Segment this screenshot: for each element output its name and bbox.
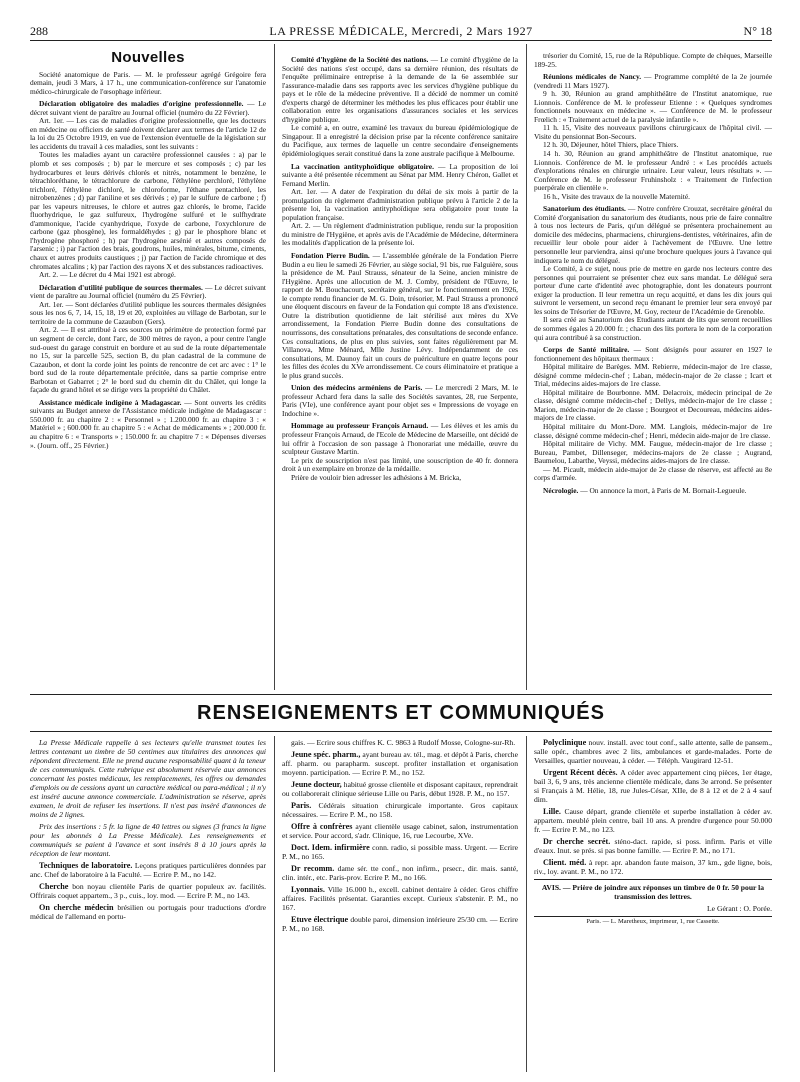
news-paragraph — [534, 423, 772, 440]
news-text: Hôpital militaire de Barèges. MM. Rebierre, médecin-major de 1re classe, désigné comme médecin-chef ; Laban, médecin-major de 2e classe ; Icart et Trial, médecins aides-majors de 1re classe. — [534, 362, 772, 389]
news-paragraph — [282, 252, 518, 380]
nouvelles-column-1 — [30, 44, 266, 689]
classified-ad — [30, 861, 266, 879]
news-text: — La proposition de loi suivante a été présentée récemment au Sénat par MM. Henry Chéron, Gallet et Fernand Merlin. — [282, 161, 518, 188]
news-paragraph — [30, 399, 266, 450]
news-paragraph — [30, 326, 266, 394]
section-rule — [30, 694, 772, 695]
ad-text: brésilien ou portugais pour traductions d'ordre médical de l'allemand en portu- — [30, 903, 266, 921]
news-paragraph — [282, 124, 518, 158]
news-text: — Le mercredi 2 Mars, M. le professeur Achard fera dans la salle des Sociétés savantes, 28, rue Serpente, Paris (VIe), une conférence ayant pour objet ses « Impressions de voyage en Indochine ». — [282, 383, 518, 418]
news-heading: Déclaration obligatoire des maladies d'origine professionnelle. — [39, 99, 248, 109]
classified-ad — [282, 915, 518, 933]
section-title-renseignements: RENSEIGNEMENTS ET COMMUNIQUÉS — [197, 702, 605, 724]
news-paragraph — [534, 124, 772, 141]
ad-text: ayant clientèle usage cabinet, salon, instrumentation et service. Pour accord, s'adr. Clinique, 16, rue Lecourbe, XVe. — [282, 822, 518, 840]
news-text: Hôpital militaire de Vichy. MM. Faugue, médecin-major de 1re classe ; Bureau, Pambet, Dillenseger, médecins-majors de 2e classe ; Augrand, Baumelou, Labarthe, Veyssi, médecins aides-majors de 1re classe. — [534, 439, 772, 466]
news-heading: Nécrologie. — [543, 485, 581, 495]
nouvelles-column-2 — [282, 52, 518, 689]
ad-text: Cédérais situation chirurgicale importante. Gros capitaux nécessaires. — Ecrire P. M., no 158. — [282, 801, 518, 819]
ad-text: double paroi, dimension intérieure 25/30 cm. — Ecrire P. M., no 168. — [282, 915, 518, 933]
news-text: — Notre confrère Crouzat, secrétaire général du Comité d'organisation du sanatorium des étudiants, nous prie de faire connaître à tous nos lecteurs de Paris, qu'un délégué se présentera prochainement au domicile des médecins, pharmaciens, chirurgiens-dentistes, vétérinaires, afin de recueillir leur obole pour aider à l'achèvement de l'Œuvre. Une lettre personnelle leur parviendra, ainsi qu'une brochure quelques jours à l'avance qui indiquera le nom du délégué. — [534, 204, 772, 265]
news-text: trésorier du Comité, 15, rue de la République. Compte de chèques, Marseille 189-25. — [534, 52, 772, 69]
column-divider — [274, 736, 275, 1072]
news-text: Le prix de souscription n'est pas limité, une souscription de 40 fr. donnera droit à un exemplaire en bronze de la médaille. — [282, 455, 518, 474]
news-text: — Sont ouverts les crédits suivants au Budget annexe de l'Assistance médicale indigène de Madagascar : 550.000 fr. au chapitre 2 : « Personnel » ; 1.200.000 fr. au chapitre 3 : « Matériel » ; 600.000 fr. au chapitre 5 : « Achat de médicaments » ; 200.000 fr. au chapitre 6 : « Transports » ; 150.000 fr. au chapitre 7 : « Dépenses diverses ». (Journ. off., 25 Février.) — [30, 397, 266, 450]
ad-text: dame sér. tte conf., non infirm., prsecr., dir. mais. santé, clin. intér., etc. Paris-prov. Ecrire P. M., no 166. — [282, 864, 518, 882]
issue-number: N° 18 — [743, 24, 772, 38]
ad-lead: Lille. — [543, 807, 565, 816]
news-text: Société anatomique de Paris. — M. le professeur agrégé Grégoire fera demain, jeudi 3 Mars, à 17 h., une communication-conférence sur l'anatomie médico-chirurgicale de l'œsophage inférieur. — [30, 69, 266, 96]
news-text: Il sera créé au Sanatorium des Etudiants autant de lits que seront recueillies de sommes égales à 20.000 fr. ; chacun des lits portera le nom de la corporation qui aura contribué à sa construction. — [534, 315, 772, 342]
ad-lead: Techniques de laboratoire. — [39, 861, 135, 870]
news-heading: Déclaration d'utilité publique de sources thermales. — [39, 282, 205, 292]
news-text: — L'assemblée générale de la Fondation Pierre Budin a eu lieu le samedi 26 Février, au siège social, 91 bis, rue Falguière, sous la présidence de M. Paul Strauss, sénateur de la Seine, ancien ministre de l'Hygiène. Après une allocution de M. J. Comby, président de l'Œuvre, le rapport de M. Bouchacourt, secrétaire général, sur le fonctionnement en 1926, le compte rendu financier de M. G. Doin, trésorier, M. Paul Strauss a prononcé une éloquent discours en faveur de la Fondation qui compte 18 ans d'existence. Outre la distribution quotidienne de lait stérilisé aux mères du XVe arrondissement, la Fondation Pierre Budin donne des consultations de nourrissons, des consultations prénatales, des consultations de seconde enfance. Ces consultations, de plus en plus suivies, sont faites régulièrement par M. Villanova, Mme Ménard, Mlle Justine Lévy. Indépendamment de ces consultations, M. Daunoy fait un cours de puériculture en quatre leçons pour les filles des écoles du XVe arrondissement. Ce cours éliminatoire et pratique a le plus grand succès. — [282, 251, 518, 380]
notice-prices: Prix des insertions : 5 fr. la ligne de 40 lettres ou signes (3 francs la ligne pour les abonnés à La Presse Médicale). Les renseignements et communiqués se paient à l'avance et sont insérés 8 à 10 jours après la réception de leur montant. — [30, 822, 266, 858]
page-number: 288 — [30, 24, 48, 38]
news-paragraph — [534, 52, 772, 69]
news-paragraph — [534, 150, 772, 193]
nouvelles-column-3 — [534, 52, 772, 689]
news-text: — Le décret suivant vient de paraître au Journal officiel (numéro du 22 Février). — [30, 99, 266, 117]
news-text: — On annonce la mort, à Paris de M. Bornait-Legueule. — [580, 485, 747, 495]
renseignements-column-3 — [534, 738, 772, 1072]
news-paragraph — [282, 384, 518, 418]
news-heading: Fondation Pierre Budin. — [291, 251, 373, 261]
classified-ad — [534, 738, 772, 765]
news-heading: Corps de Santé militaire. — [543, 345, 634, 355]
ad-lead: Etuve électrique — [291, 915, 351, 924]
ad-lead: Urgent Récent décès. — [543, 768, 621, 777]
news-text: — M. Picault, médecin aide-major de 2e classe de réserve, est affecté au 8e corps d'armée. — [534, 464, 772, 483]
renseignements-column-1 — [30, 738, 266, 1072]
classified-ad — [282, 750, 518, 777]
news-heading: Réunions médicales de Nancy. — [543, 72, 645, 82]
news-paragraph — [534, 265, 772, 316]
page-header — [30, 22, 772, 41]
news-heading: Sanatorium des étudiants. — [543, 204, 628, 214]
ad-text: Ville 16.000 h., excell. cabinet dentaire à céder. Gros chiffre affaires. Facilités présentat. Garanties except. Curieux s'abstenir. P. M., no 167. — [282, 885, 518, 912]
column-divider — [526, 736, 527, 1072]
ad-text: conn. radio, si possible mass. Urgent. — Ecrire P. M., no 165. — [282, 843, 518, 861]
classified-ad — [534, 837, 772, 855]
news-paragraph — [30, 117, 266, 151]
news-paragraph — [534, 73, 772, 90]
ad-text: habitué grosse clientèle et disposant capitaux, reprendrait ou collaborerait clinique sérieuse Lille ou Paris, début 1928. P. M., no 157. — [282, 780, 518, 798]
ad-text: nouv. install. avec tout conf., salle attente, salle de pansem., salle opér., chambres avec 2 lits, ambulances et garde-malades. Porte de Versailles, quartier nouveau, à céder. — Téléph. Vaugirard 12-51. — [534, 738, 772, 765]
news-heading: Union des médecins arméniens de Paris. — [291, 383, 426, 393]
news-paragraph — [30, 151, 266, 271]
news-paragraph — [534, 193, 772, 202]
ad-text: Leçons pratiques particulières données par anc. Chef de laboratoire à la Faculté. — Ecrire P. M., no 142. — [30, 861, 266, 879]
news-paragraph — [534, 466, 772, 483]
ad-lead: Jeune docteur, — [291, 780, 344, 789]
ad-lead: Dr cherche secrét. — [543, 837, 615, 846]
ad-text: Cause départ, grande clientèle et superbe installation à céder av. appartem. meublé plein centre, bail 10 ans. A prendre d'urgence pour 50.000 fr. — Ecrire P. M., no 123. — [534, 807, 772, 834]
renseignements-column-2 — [282, 738, 518, 1072]
journal-title: LA PRESSE MÉDICALE, Mercredi, 2 Mars 1927 — [269, 24, 533, 38]
avis-notice: AVIS. — Prière de joindre aux réponses un timbre de 0 fr. 50 pour la transmission des lettres. — [534, 879, 772, 901]
news-paragraph — [534, 205, 772, 265]
news-paragraph — [534, 389, 772, 423]
news-text: 16 h., Visite des travaux de la nouvelle Maternité. — [543, 191, 690, 201]
classified-ad — [534, 807, 772, 834]
news-paragraph — [534, 90, 772, 124]
news-text: Le Comité, à ce sujet, nous prie de mettre en garde nos lecteurs contre des personnes qui pourraient se présenter chez eux sans mandat. Le délégué sera porteur d'une carte d'identité avec photographie, dont les donateurs pourront exiger la production. Il leur remettra un reçu acquitté, et dans les dix jours qui suivront le versement, un second reçu émanant le premier leur sera envoyé par les soins de Trésorier de l'Œuvre, M. Goy, recteur de l'Académie de Grenoble. — [534, 264, 772, 316]
news-text: Hôpital militaire du Mont-Dore. MM. Langlois, médecin-major de 1re classe, désigné comme médecin-chef ; Henri, médecin aide-major de 1re classe. — [534, 421, 772, 440]
news-paragraph — [282, 188, 518, 222]
news-paragraph — [534, 316, 772, 342]
news-paragraph — [282, 56, 518, 124]
news-heading: Assistance médicale indigène à Madagascar. — [39, 397, 185, 407]
news-paragraph — [534, 363, 772, 389]
classified-ad — [534, 768, 772, 804]
ad-lead: Client. méd. — [543, 858, 590, 867]
notice-text: La Presse Médicale rappelle à ses lecteurs qu'elle transmet toutes les lettres contenant un timbre de 50 centimes aux titulaires des annonces qui répondent directement. Elle ne prend aucune responsabilité quant à la teneur de ces communiqués. Cette rubrique est absolument réservée aux annonces concernant les postes médicaux, les remplacements, les offres ou demandes d'emplois ou de cessions ayant un caractère médical ou para-médical ; il n'y est inséré aucune annonce commerciale. L'administration se réserve, après examen, le droit de refuser les insertions. Il n'est pas inséré d'annonces de moins de 2 lignes. — [30, 738, 266, 819]
classified-ad — [282, 780, 518, 798]
news-paragraph — [534, 346, 772, 363]
classified-ad — [282, 738, 518, 747]
news-paragraph — [534, 440, 772, 466]
news-paragraph — [534, 487, 772, 496]
ad-lead: Paris. — [291, 801, 319, 810]
news-paragraph — [30, 284, 266, 301]
column-divider — [274, 44, 275, 690]
ad-lead: Offre à confrères — [291, 822, 356, 831]
news-text: — Le décret suivant vient de paraître au Journal officiel (numéro du 25 Février). — [30, 282, 266, 301]
news-text: — Les élèves et les amis du professeur François Arnaud, de l'Ecole de Médecine de Marseille, ont décidé de lui offrir à l'occasion de son passage à l'honorariat une médaille, œuvre du sculpteur Gustave Martin. — [282, 421, 518, 457]
ad-lead: On cherche médecin — [39, 903, 118, 912]
news-paragraph — [282, 474, 518, 483]
ad-text: bon noyau clientèle Paris de quartier populeux av. facilités. Offrirais coquet appartem., 3 p., cuis., loy. mod. — Ecrire P. M., no 143. — [30, 882, 266, 900]
news-text: Toutes les maladies ayant un caractère professionnel causées : a) par le plomb et ses composés ; b) par le mercure et ses composés ; c) par les hydrocarbures et leurs dérivés chlorés et nitrés, notamment le benzène, le tétrachloréthane, le tétrachlorure de carbone, l'éthylène perchloré, l'éthylène trichloré, l'éthylène dichloré, le chloroforme, l'éthane pentachloré, les nitrobenzènes ; d) par l'aniline et ses dérivés ; e) par le sulfure de carbone ; f) par les vapeurs nitreuses, le chlore et autres gaz chlorés, le brome, l'acide fluorhydrique, le gaz sulfureux, l'hydrogène sulfuré et le sulfhydrate d'ammonique, l'acide cyanhydrique, l'oxyde de carbone, l'oxychlorure de carbone (gaz phosgène), les formaldéhydes ; g) par le phosphore blanc et l'hydrogène phosphoré ; h) par l'hydrogène arsénié et autres composés de l'arsenic ; i) par l'action des brais, goudrons, huiles, minérales, bitume, ciments, chaux et autres produits caustiques ; j) par l'action de l'acide chromique et des chromates alcalins ; k) par l'action des rayons X et des substances radioactives. — [30, 150, 266, 271]
classified-ad — [30, 882, 266, 900]
news-paragraph — [30, 301, 266, 327]
classified-ad — [282, 843, 518, 861]
news-heading: La vaccination antityphoïdique obligatoire. — [291, 161, 439, 171]
news-paragraph — [282, 457, 518, 474]
ad-text: A céder avec appartement cinq pièces, 1er étage, bail 3, 6, 9 ans, très ancienne clientèle médicale, dans 3e arrond. Se présenter si Français à M. Hélie, 18, rue Jules-César, XIIe, de 8 à 12 et de 2 à 4 sauf dim. — [534, 768, 772, 804]
news-text: Le comité a, en outre, examiné les travaux du bureau épidémiologique de Singapour. Il a enregistré la décision prise par la récente conférence sanitaire du Pacifique, aux termes de laquelle un centre secondaire d'enseignements épidémiologiques serait constitué dans la zone australe pacifique à Melbourne. — [282, 123, 518, 159]
news-text: — Le comité d'hygiène de la Société des nations s'est occupé, dans sa dernière réunion, des résultats de l'enquête préliminaire entreprise à la demande de la 6e assemblée sur l'assurance-maladie dans ses rapports avec les services d'hygiène publique du pays et le rôle de la médecine préventive. Il a décidé de nommer un comité d'experts chargé de déterminer les méthodes les plus efficaces pour établir une collaboration entre les organisations d'assurances sociales et les services d'hygiène publique. — [282, 55, 518, 124]
news-text: — Sont désignés pour assurer en 1927 le fonctionnement des hôpitaux thermaux : — [534, 345, 772, 363]
imprint-line: Paris. — L. Maretheux, imprimeur, 1, rue Cassette. — [534, 916, 772, 926]
section-title-nouvelles: Nouvelles — [111, 49, 185, 66]
ad-lead: Jeune spéc. pharm., — [291, 750, 363, 759]
news-paragraph — [30, 71, 266, 97]
classified-ad — [534, 858, 772, 876]
classified-ad — [282, 885, 518, 912]
news-heading: Comité d'hygiène de la Société des nations. — [291, 55, 431, 64]
column-divider — [526, 44, 527, 690]
news-text: Art. 1er. — A dater de l'expiration du délai de six mois à partir de la promulgation du règlement d'administration publique prévu à l'article 2 de la présente loi, la vaccination antityphoïdique sera obligatoire pour toute la population française. — [282, 187, 518, 222]
ad-text: gais. — Ecrire sous chiffres K. C. 9863 à Rudolf Mosse, Cologne-sur-Rh. — [291, 738, 516, 747]
news-paragraph — [30, 100, 266, 117]
news-text: Art. 1er. — Sont déclarées d'utilité publique les sources thermales désignées sous les nos 6, 7, 14, 15, 18, 19 et 20, exploitées au village de Barbotan, sur le territoire de la commune de Cazaubon (Gers). — [30, 299, 266, 326]
ad-lead: Doct. Idem. infirmière — [291, 843, 373, 852]
section-rule — [30, 731, 772, 732]
ad-lead: Dr recomm. — [291, 864, 338, 873]
news-paragraph — [30, 271, 266, 280]
classified-ad — [282, 864, 518, 882]
ad-lead: Polyclinique — [543, 738, 589, 747]
gerant-line: Le Gérant : O. Porée. — [707, 904, 772, 913]
news-paragraph — [282, 422, 518, 456]
ad-lead: Lyonnais. — [291, 885, 328, 894]
news-text: Prière de vouloir bien adresser les adhésions à M. Bricka, — [291, 472, 462, 482]
news-text: Art. 2. — Le décret du 4 Mai 1921 est abrogé. — [39, 270, 176, 280]
ad-text: à repr. apr. abandon faute maison, 37 km., gde ligne, bois, riv., loy. avant. P. M., no 172. — [534, 858, 772, 876]
ad-lead: Cherche — [39, 882, 73, 891]
news-text: Art. 2. — Il est attribué à ces sources un périmètre de protection formé par un segment de cercle, dont l'arc, de 300 mètres de rayon, a pour centre l'angle sud-ouest du garage construit en bordure et au sud de la route départementale no 15, sur la parcelle 525, section B, du plan cadastral de la commune de Cazaubon, et dont la corde joint les points de rencontre de cet arc avec : 1° le bord sud de la route départementale précitée, dans sa partie comprise entre Barbotan et Gabarret ; 2° le bord sud du chemin dit du Châlet, qui longe la façade du grand hôtel et se dirige vers la propriété du Châlet. — [30, 325, 266, 395]
classified-ad — [282, 822, 518, 840]
news-text: Art. 2. — Un règlement d'administration publique, rendu sur la proposition du ministre de l'Hygiène, et après avis de l'Académie de Médecine, déterminera les modalités d'application de la présente loi. — [282, 221, 518, 248]
news-text: Art. 1er. — Les cas de maladies d'origine professionnelle, que les docteurs en médecine ou officiers de santé doivent déclarer aux termes de l'article 12 de la loi du 25 Octobre 1919, en vue de l'extension éventuelle de la législation sur les accidents du travail à ces maladies, sont les suivants : — [30, 116, 266, 151]
news-text: — Programme complété de la 2e journée (vendredi 11 Mars 1927). — [534, 72, 772, 90]
ad-text: ayant bureau av. tél., mag. et dépôt à Paris, cherche aff. pharm. ou parapharm. suscept. profiter installation et organisation moyenn. participation. — Ecrire P. M., no 152. — [282, 750, 518, 777]
news-text: Hôpital militaire de Bourbonne. MM. Delacroix, médecin principal de 2e classe, désigné comme médecin-chef ; Dellys, médecin-major de 1re classe ; Marion, médecin-major de 2e classe ; Bourgeot et Decoureau, médecins aides-majors de 1re classe. — [534, 387, 772, 423]
news-text: 9 h. 30, Réunion au grand amphithéâtre de l'Institut anatomique, rue Lionnois. Conférence de M. le professeur Etienne : « Quelques syndromes fonctionnels nouveaux en médecine ». — Conférence de M. le professeur Frœlich : « Traitement actuel de la paralysie infantile ». — [534, 89, 772, 124]
news-paragraph — [282, 222, 518, 248]
news-text: 12 h. 30, Déjeuner, hôtel Thiers, place Thiers. — [543, 140, 679, 150]
news-text: 11 h. 15, Visite des nouveaux pavillons chirurgicaux de l'hôpital civil. — Visite du pensionnat Bon-Secours. — [534, 123, 772, 141]
news-text: 14 h. 30, Réunion au grand amphithéâtre de l'Institut anatomique, rue Lionnois. Conférence de M. le professeur André : « Les procédés actuels d'explorations rénales en chirurgie urinaire. Leur valeur, leurs résultats ». — Conférence de M. le professeur Fruhinsholz : « Traitement de l'infection puerpérale en clientèle ». — [534, 149, 772, 193]
classified-ad — [30, 903, 266, 921]
news-heading: Hommage au professeur François Arnaud. — [291, 421, 431, 431]
ad-text: sténo-dact. rapide, si poss. infirm. Paris et ville d'eaux. Inut. se prés. si pas bonne famille. — Ecrire P. M., no 171. — [534, 837, 772, 855]
news-paragraph — [282, 163, 518, 189]
classified-ad — [282, 801, 518, 819]
